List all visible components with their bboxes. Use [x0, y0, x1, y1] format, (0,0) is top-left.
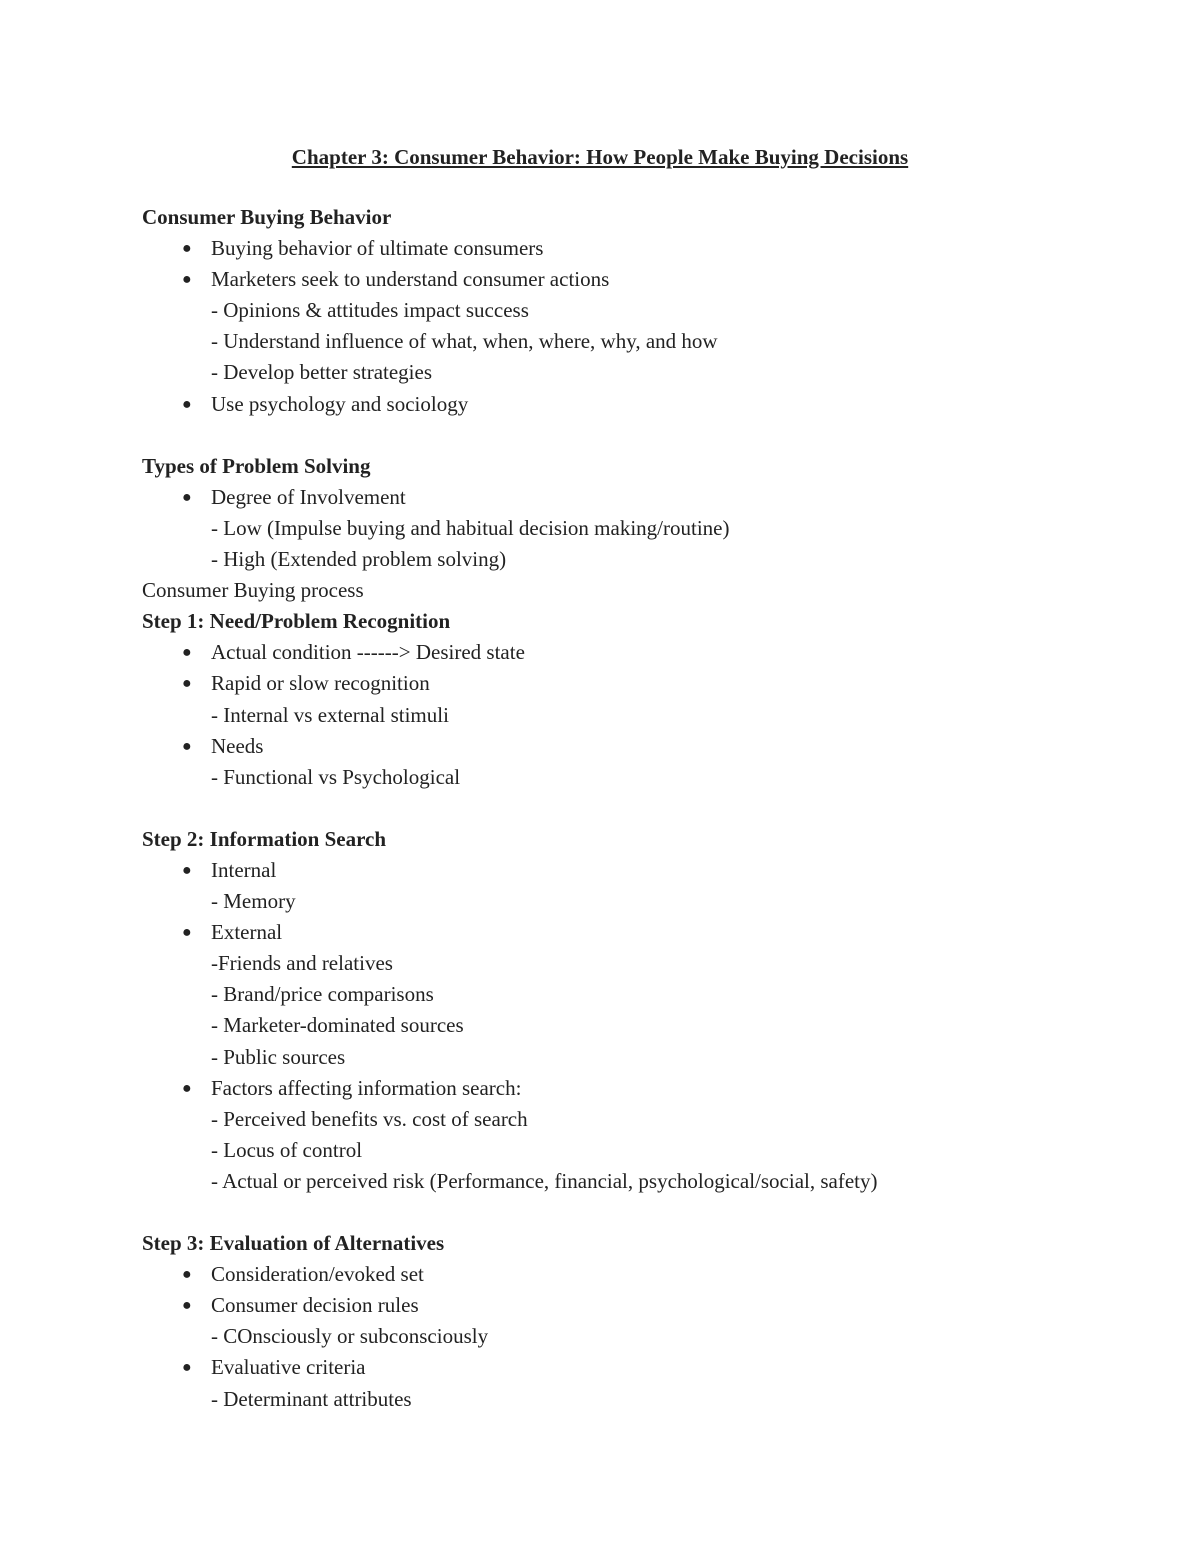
bullet-text: Factors affecting information search:: [211, 1075, 522, 1100]
bullet-item: [142, 668, 1142, 699]
bullet-item: [142, 1290, 1142, 1321]
sub-item: - Develop better strategies: [211, 360, 432, 385]
bullet-text: External: [211, 920, 283, 945]
sub-item: - Determinant attributes: [211, 1386, 412, 1411]
section-heading: Types of Problem Solving: [142, 453, 371, 478]
bullet-item: [142, 1259, 1142, 1290]
bullet-text: Marketers seek to understand consumer actions: [211, 267, 610, 292]
bullet-text: Buying behavior of ultimate consumers: [211, 236, 544, 261]
blank-line: [142, 793, 1142, 824]
bullet-item: [142, 233, 1142, 264]
bullet-text: Consideration/evoked set: [211, 1262, 424, 1287]
sub-item: - Understand influence of what, when, where, why, and how: [211, 329, 718, 354]
blank-line: [142, 1197, 1142, 1228]
section-heading: Consumer Buying Behavior: [142, 205, 392, 229]
document-body: [142, 202, 1142, 1415]
bullet-text: Use psychology and sociology: [211, 391, 469, 416]
sub-item: - COnsciously or subconsciously: [211, 1324, 489, 1349]
bullet-icon: ●: [182, 737, 192, 755]
bullet-text: Internal: [211, 857, 277, 882]
sub-item: - Brand/price comparisons: [211, 982, 434, 1007]
bullet-text: Evaluative criteria: [211, 1355, 366, 1380]
section-heading: Step 1: Need/Problem Recognition: [142, 609, 451, 634]
bullet-item: [142, 637, 1142, 668]
bullet-icon: ●: [182, 1297, 192, 1315]
sub-item: - Public sources: [211, 1044, 346, 1069]
sub-item: - Low (Impulse buying and habitual decision making/routine): [211, 515, 730, 540]
sub-item: - High (Extended problem solving): [211, 547, 507, 572]
section-heading: Step 3: Evaluation of Alternatives: [142, 1231, 445, 1256]
bullet-icon: ●: [182, 240, 192, 258]
bullet-icon: ●: [182, 675, 192, 693]
bullet-icon: ●: [182, 924, 192, 942]
sub-item: - Internal vs external stimuli: [211, 702, 449, 727]
bullet-icon: ●: [182, 861, 192, 879]
sub-item: -Friends and relatives: [211, 951, 393, 976]
bullet-text: Rapid or slow recognition: [211, 671, 430, 696]
sub-item: - Perceived benefits vs. cost of search: [211, 1106, 528, 1131]
bullet-item: [142, 1073, 1142, 1104]
bullet-item: [142, 264, 1142, 295]
bullet-item: [142, 389, 1142, 420]
bullet-icon: ●: [182, 395, 192, 413]
bullet-icon: ●: [182, 488, 192, 506]
section-heading: Step 2: Information Search: [142, 826, 387, 851]
bullet-item: [142, 1352, 1142, 1383]
sub-item: - Memory: [211, 889, 296, 914]
bullet-text: Consumer decision rules: [211, 1293, 419, 1318]
bullet-item: [142, 917, 1142, 948]
bullet-icon: ●: [182, 1266, 192, 1284]
bullet-item: [142, 731, 1142, 762]
sub-item: - Opinions & attitudes impact success: [211, 298, 529, 323]
bullet-text: Degree of Involvement: [211, 484, 406, 509]
bullet-icon: ●: [182, 1079, 192, 1097]
sub-item: - Locus of control: [211, 1137, 363, 1162]
sub-item: - Marketer-dominated sources: [211, 1013, 464, 1038]
page-title: Chapter 3: Consumer Behavior: How People Make Buying Decisions: [291, 145, 909, 169]
bullet-text: Needs: [211, 733, 264, 758]
sub-item: - Functional vs Psychological: [211, 764, 461, 789]
bullet-icon: ●: [182, 1359, 192, 1377]
bullet-item: [142, 855, 1142, 886]
bullet-icon: ●: [182, 271, 192, 289]
bullet-item: [142, 482, 1142, 513]
bullet-icon: ●: [182, 644, 192, 662]
blank-line: [142, 420, 1142, 451]
bullet-text: Actual condition ------> Desired state: [211, 640, 525, 665]
plain-text-line: Consumer Buying process: [142, 578, 364, 603]
sub-item: - Actual or perceived risk (Performance, financial, psychological/social, safety): [211, 1168, 878, 1193]
